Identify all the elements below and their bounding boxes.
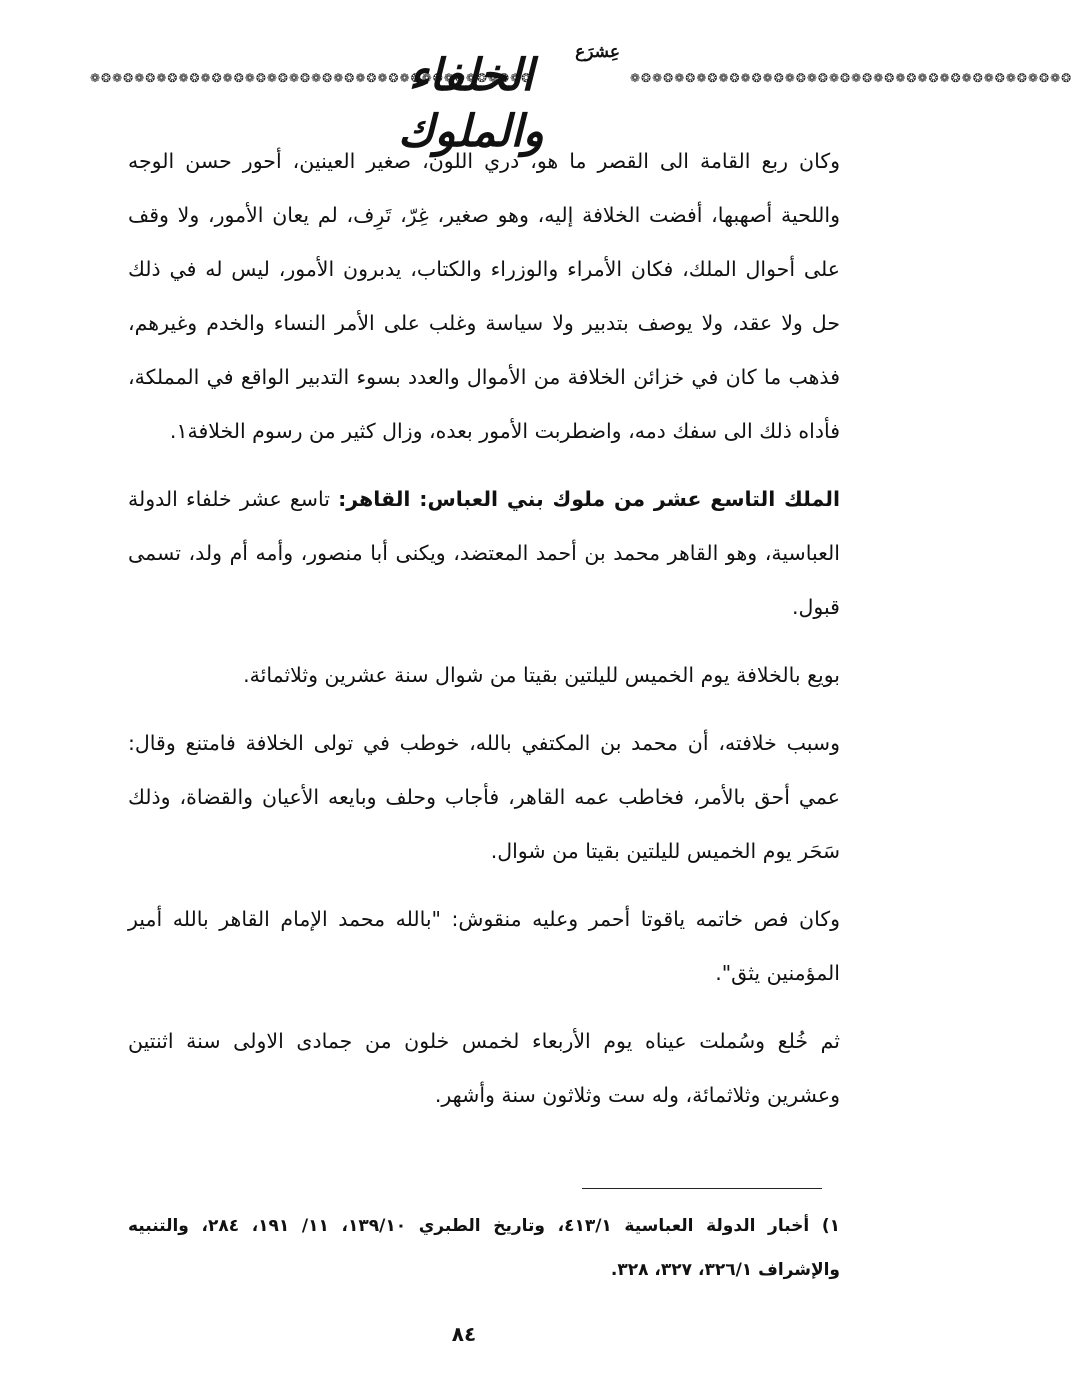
paragraph-6: ثم خُلع وسُملت عيناه يوم الأربعاء لخمس خلون من جمادى الاولى سنة اثنتين وعشرين وثلاثمائة، وله ست وثلاثون سنة وأشهر. <box>128 1029 840 1107</box>
footnote: ١) أخبار الدولة العباسية ٤١٣/١، وتاريخ الطبري ١٣٩/١٠، ١١/ ١٩١، ٢٨٤، والتنبيه والإشراف ٣٢٦/١، ٣٢٧، ٣٢٨. <box>128 1216 840 1280</box>
paragraph-1: وكان ربع القامة الى القصر ما هو، دري اللون، صغير العينين، أحور حسن الوجه واللحية أصهبها، أفضت الخلافة إليه، وهو صغير، غِرّ، تَرِف، لم يعان الأمور، ولا وقف على أحوال الملك، فكان الأمراء والوزراء والكتاب، يدبرون الأمور، ليس له في ذلك حل ولا عقد، ولا يوصف بتدبير ولا سياسة وغلب على الأمر النساء والخدم وغيرهم، فذهب ما كان في خزائن الخلافة من الأموال والعدد بسوء التدبير الواقع في المملكة، فأداه ذلك الى سفك دمه، واضطربت الأمور بعده، وزال كثير من رسوم الخلافة١. <box>128 149 840 443</box>
paragraph-2-text: تاسع عشر خلفاء الدولة العباسية، وهو القاهر محمد بن أحمد المعتضد، ويكنى أبا منصور، وأمه أم ولد، تسمى قبول. <box>128 487 840 619</box>
paragraph-2 <box>128 472 840 634</box>
section-heading: الملك التاسع عشر من ملوك بني العباس: القاهر: <box>338 487 840 511</box>
header-ornament-right: ❁❂❁❂❁❂❁❂❁❂❁❂❁❂❁❂❁❂❁❂❁❂❁❂❁❂❁❂❁❂❁❂❁❂❁❂❁❂❁❂ <box>630 71 1072 85</box>
book-title-calligraphy <box>338 38 624 157</box>
paragraph-4: وسبب خلافته، أن محمد بن المكتفي بالله، خوطب في تولى الخلافة فامتنع وقال: عمي أحق بالأمر، فخاطب عمه القاهر، فأجاب وحلف وبايعه الأعيان والقضاة، وذلك سَحَر يوم الخميس لليلتين بقيتا من شوال. <box>128 731 840 863</box>
header-ornament-left: ❁❂❁❂❁❂❁❂❁❂❁❂❁❂❁❂❁❂❁❂❁❂❁❂❁❂❁❂❁❂❁❂❁❂❁❂❁❂❁❂ <box>90 71 533 85</box>
paragraph-3: بويع بالخلافة يوم الخميس لليلتين بقيتا من شوال سنة عشرين وثلاثمائة. <box>243 663 840 687</box>
footnote-separator <box>582 1188 822 1189</box>
body-text <box>128 134 840 1122</box>
page-header <box>60 38 1072 157</box>
title-main: الخلفاء والملوك <box>398 50 544 157</box>
title-prefix: عِشرَع <box>575 42 620 62</box>
page-number: ٨٤ <box>451 1322 477 1346</box>
paragraph-5: وكان فص خاتمه ياقوتا أحمر وعليه منقوش: "بالله محمد الإمام القاهر بالله أمير المؤمنين يثق". <box>128 907 840 985</box>
